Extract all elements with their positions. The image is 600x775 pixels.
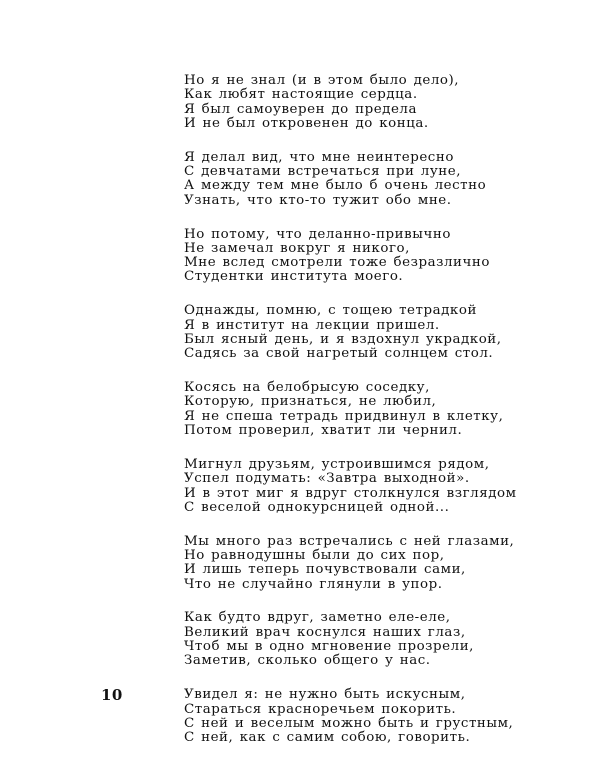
poem-line: Узнать, что кто-то тужит обо мне. [184,192,452,208]
poem-line: Заметив, сколько общего у нас. [184,653,431,669]
poem-line: Увидел я: не нужно быть искусным, [184,687,466,703]
poem-line: С ней, как с самим собою, говорить. [184,730,471,746]
poem-line: Великий врач коснулся наших глаз, [184,624,466,640]
poem-line: Однажды, помню, с тощею тетрадкой [184,303,477,319]
poem-line: Мне вслед смотрели тоже безразлично [184,255,490,271]
poem-line: Но я не знал (и в этом было дело), [184,73,460,88]
poem-line: Как будто вдруг, заметно еле-еле, [184,610,451,626]
stanza-3 [184,228,514,285]
poem-line: Чтоб мы в одно мгновение прозрели, [184,639,474,655]
poem-line: Садясь за свой нагретый солнцем стол. [184,346,494,362]
stanza-1 [184,74,514,131]
poem-line: И лишь теперь почувствовали сами, [184,562,466,578]
poem-line: Что не случайно глянули в упор. [184,576,443,592]
poem-line: С веселой однокурсницей одной... [184,499,450,515]
stanza-4 [184,304,514,361]
poem-line: А между тем мне было б очень лестно [184,178,487,194]
poem-line: Не замечал вокруг я никого, [184,240,410,256]
poem-line: Я не спеша тетрадь придвинул в клетку, [184,408,504,424]
stanza-5 [184,381,514,438]
poem-line: Был ясный день, и я вздохнул украдкой, [184,331,502,347]
poem-line: Я в институт на лекции пришел. [184,317,440,333]
poem-line: С девчатами встречаться при луне, [184,164,462,180]
poem-line: Студентки института моего. [184,269,404,285]
stanza-9 [184,688,514,745]
stanza-6 [184,456,517,515]
poem-line: Потом проверил, хватит ли чернил. [184,423,463,439]
poem-line: Как любят настоящие сердца. [184,87,418,103]
stanza-7 [184,535,514,592]
page-number: 10 [101,686,123,704]
poem-line: Я был самоуверен до предела [184,101,418,117]
poem-line: Мигнул друзьям, устроившимся рядом, [184,456,490,472]
poem-line: Но потому, что деланно-привычно [184,226,451,242]
poem-line: Которую, признаться, не любил, [184,394,437,410]
poem-line: Успел подумать: «Завтра выходной». [184,471,470,487]
poem-line: Но равнодушны были до сих пор, [184,547,445,563]
poem-line: Косясь на белобрысую соседку, [184,380,430,396]
stanza-2 [184,151,514,208]
poem-line: Я делал вид, что мне неинтересно [184,149,454,165]
poem-line: Стараться красноречьем покорить. [184,701,457,717]
poem-line: Мы много раз встречались с ней глазами, [184,533,515,549]
stanza-8 [184,611,514,668]
poem-line: И в этот миг я вдруг столкнулся взглядом [184,485,517,501]
poem-line: И не был откровенен до конца. [184,115,429,131]
poem-line: С ней и веселым можно быть и грустным, [184,715,514,731]
poem-text [184,73,517,765]
